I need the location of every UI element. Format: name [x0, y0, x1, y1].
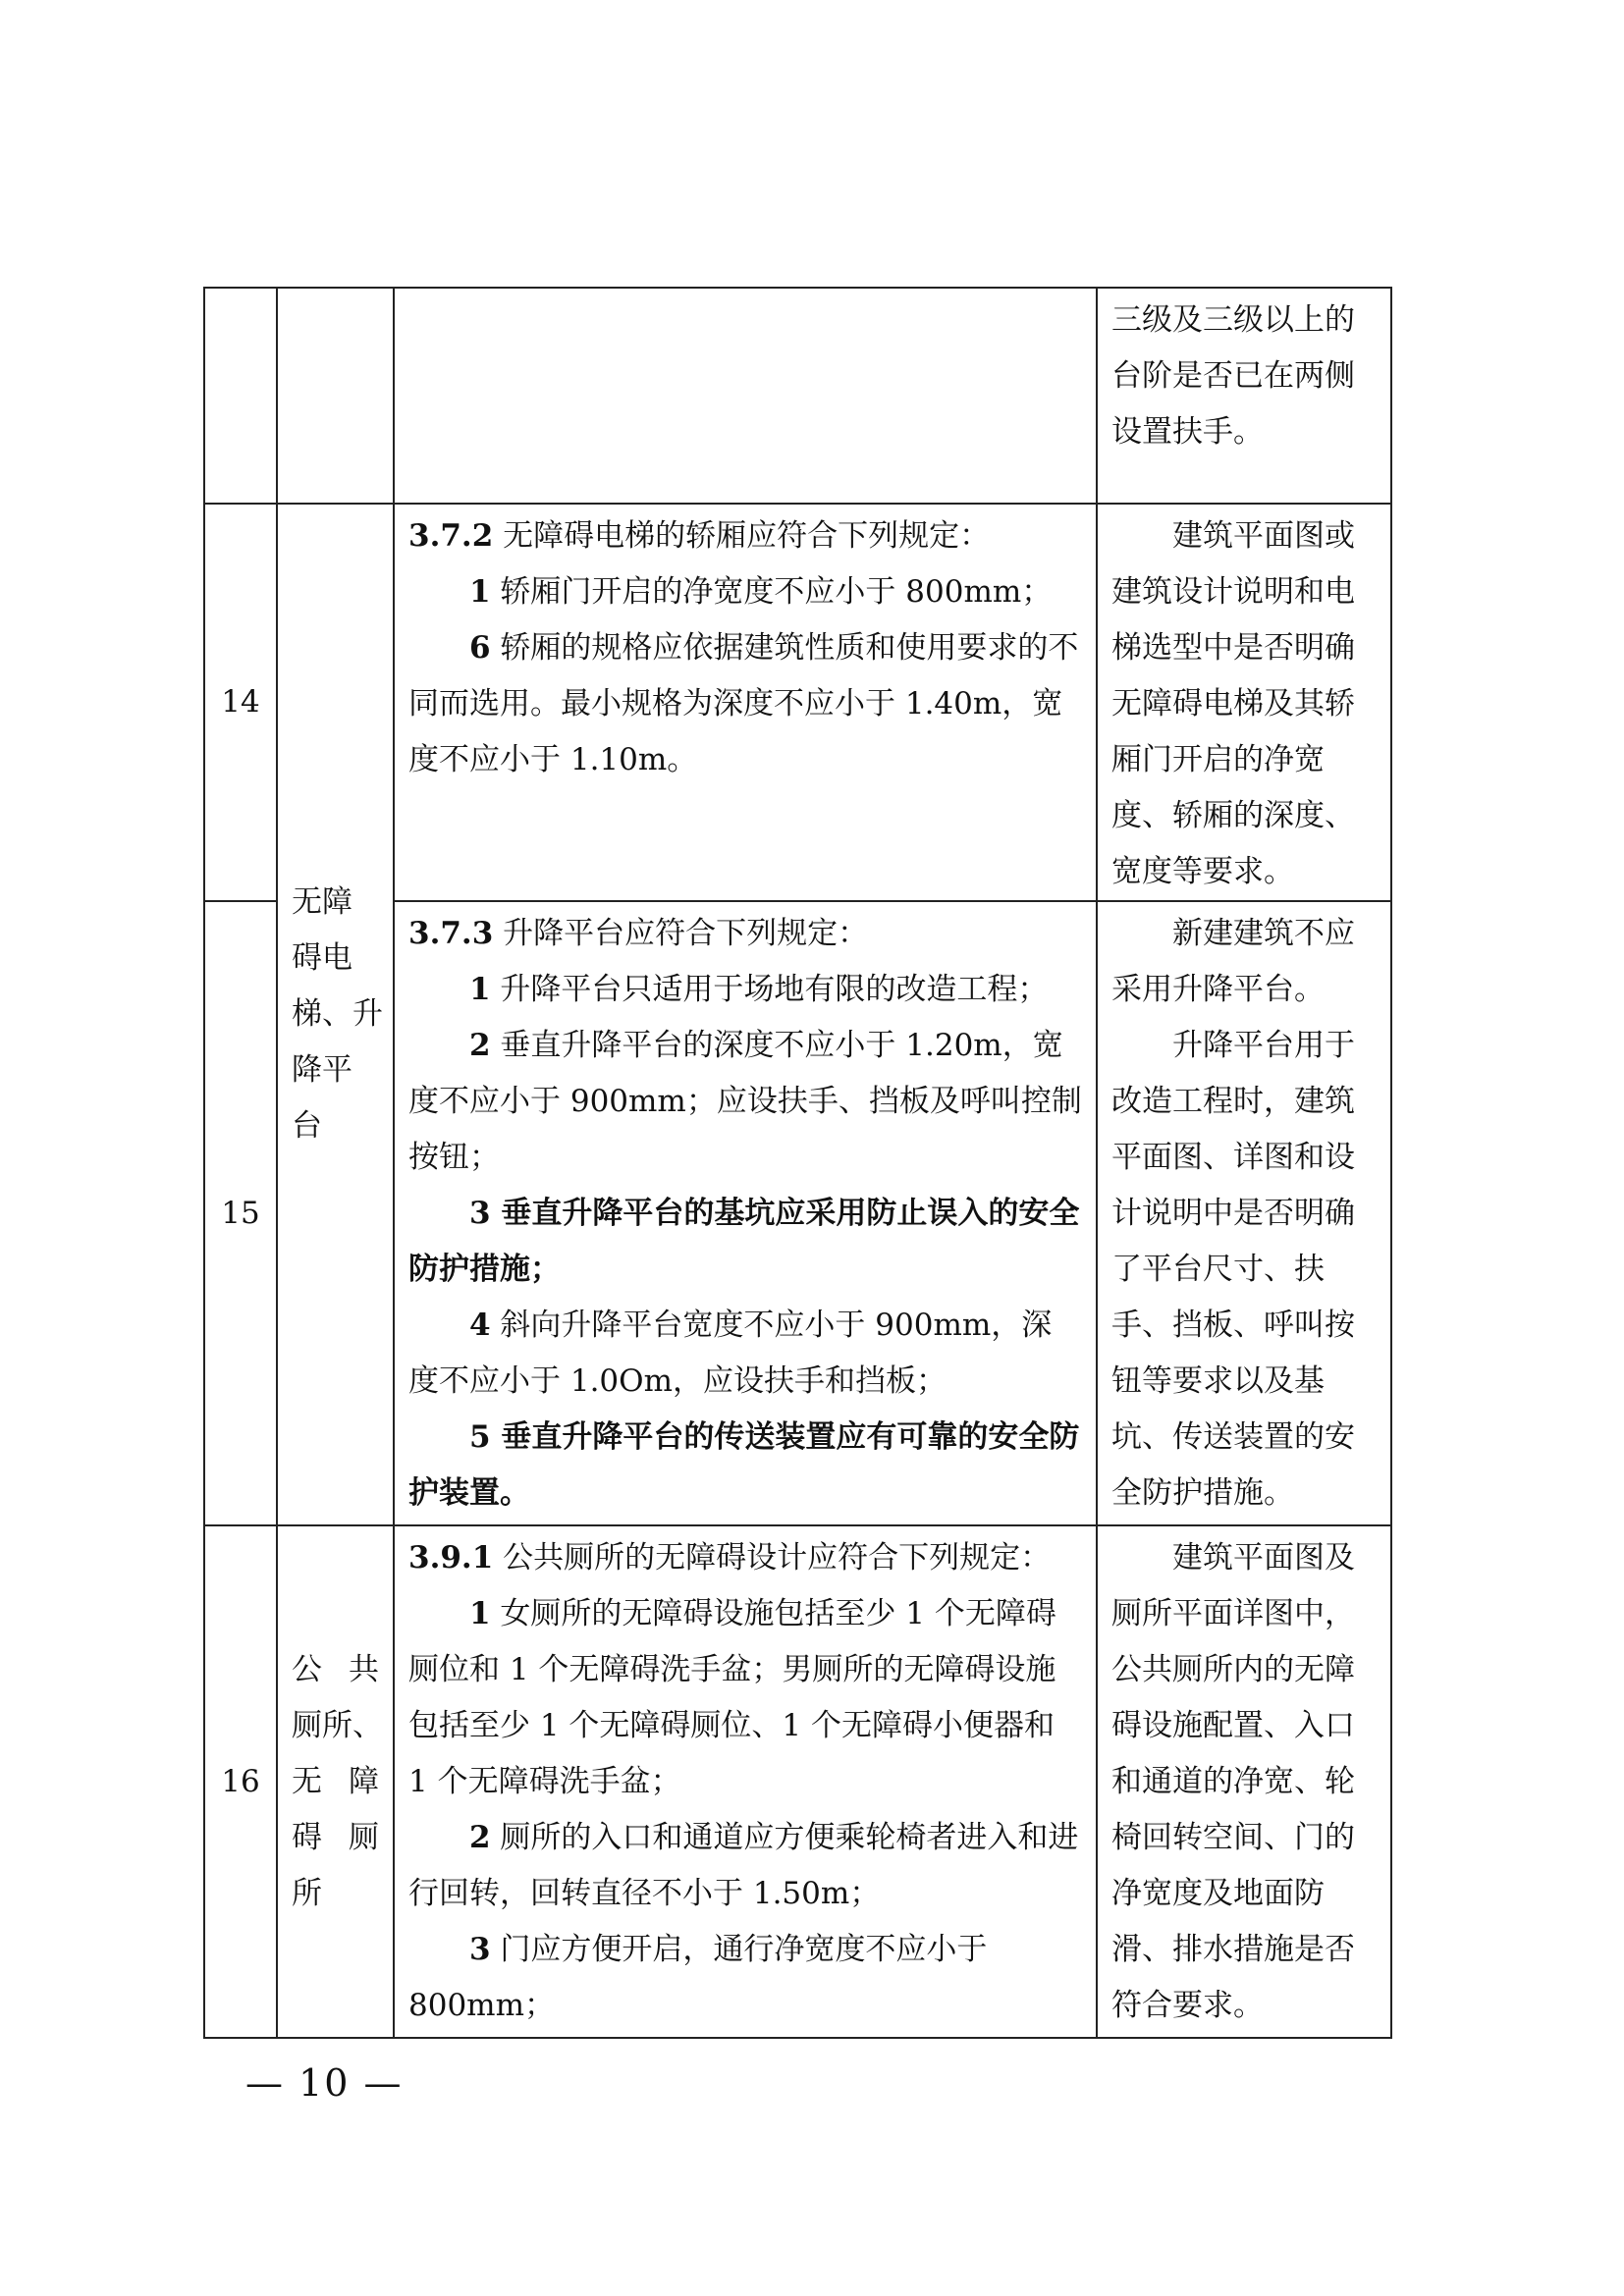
check-text: 建筑平面图及厕所平面详图中，公共厕所内的无障碍设施配置、入口和通道的净宽、轮椅回转空间、门的净宽度及地面防滑、排水措施是否符合要求。: [1111, 1540, 1355, 2023]
item-number: 1: [469, 574, 491, 610]
category-line: 厕所、: [292, 1707, 383, 1743]
standard-cell: [394, 901, 1097, 1525]
standard-cell: [394, 1525, 1097, 2038]
standard-cell: [394, 504, 1097, 901]
category-line: 降平: [292, 1052, 352, 1088]
category-line: 无 障: [292, 1763, 379, 1799]
clause-text: 升降平台应符合下列规定：: [493, 916, 869, 951]
item-text: 轿厢的规格应依据建筑性质和使用要求的不同而选用。最小规格为深度不应小于 1.40m，宽度不应小于 1.10m。: [408, 630, 1079, 777]
row-number: 15: [204, 901, 277, 1525]
category-line: 梯、升: [292, 996, 383, 1032]
item-text: 斜向升降平台宽度不应小于 900mm，深度不应小于 1.0Om，应设扶手和挡板；: [408, 1308, 1053, 1399]
item-text: 轿厢门开启的净宽度不应小于 800mm；: [490, 574, 1053, 610]
category-toilet: [277, 1525, 394, 2038]
item-number: 1: [469, 1596, 491, 1631]
clause-item: [408, 564, 1082, 620]
item-text: 垂直升降平台的深度不应小于 1.20m，宽度不应小于 900mm；应设扶手、挡板及呼叫控制按钮；: [408, 1028, 1082, 1175]
check-cell: [1097, 901, 1391, 1525]
clause-number: 3.7.3: [408, 916, 494, 951]
clause-item: [408, 1018, 1082, 1186]
clause-item: [408, 1922, 1082, 2034]
item-text: 垂直升降平台的传送装置应有可靠的安全防护装置。: [408, 1419, 1080, 1511]
item-number: 6: [469, 630, 491, 666]
item-number: 1: [469, 972, 491, 1007]
check-cell: [1097, 288, 1391, 504]
clause-item: [408, 620, 1082, 788]
clause-item: [408, 1298, 1082, 1410]
row-number: 14: [204, 504, 277, 901]
clause-heading: [408, 1530, 1082, 1586]
check-cell: [1097, 504, 1391, 901]
item-number: 5: [469, 1419, 491, 1455]
category-elevator: [277, 504, 394, 1525]
clause-number: 3.9.1: [408, 1540, 494, 1575]
table-row: [204, 288, 1391, 504]
clause-heading: [408, 508, 1082, 564]
item-number: 2: [469, 1028, 491, 1063]
clause-text: 无障碍电梯的轿厢应符合下列规定：: [493, 518, 991, 554]
clause-item: [408, 1586, 1082, 1810]
check-text: 新建建筑不应采用升降平台。: [1111, 916, 1355, 1007]
item-number: 4: [469, 1308, 491, 1343]
clause-item-mandatory: [408, 1186, 1082, 1298]
clause-item: [408, 962, 1082, 1018]
item-number: 2: [469, 1820, 491, 1855]
clause-heading: [408, 906, 1082, 962]
table-row: [204, 504, 1391, 901]
category-cell: [277, 288, 394, 504]
row-number: 16: [204, 1525, 277, 2038]
check-cell: [1097, 1525, 1391, 2038]
item-number: 3: [469, 1196, 491, 1231]
page-number: — 10 —: [245, 2061, 404, 2105]
table-row: [204, 1525, 1391, 2038]
item-text: 升降平台只适用于场地有限的改造工程；: [490, 972, 1049, 1007]
standard-cell: [394, 288, 1097, 504]
item-text: 门应方便开启，通行净宽度不应小于 800mm；: [408, 1932, 988, 2023]
clause-number: 3.7.2: [408, 518, 494, 554]
item-number: 3: [469, 1932, 491, 1967]
clause-item-mandatory: [408, 1410, 1082, 1522]
clause-text: 公共厕所的无障碍设计应符合下列规定：: [493, 1540, 1052, 1575]
review-table: [203, 287, 1392, 2039]
item-text: 女厕所的无障碍设施包括至少 1 个无障碍厕位和 1 个无障碍洗手盆；男厕所的无障碍设施包括至少 1 个无障碍厕位、1 个无障碍小便器和 1 个无障碍洗手盆；: [408, 1596, 1056, 1799]
category-line: 碍 厕: [292, 1819, 379, 1855]
check-text: 建筑平面图或建筑设计说明和电梯选型中是否明确无障碍电梯及其轿厢门开启的净宽度、轿厢的深度、宽度等要求。: [1111, 518, 1355, 889]
item-text: 垂直升降平台的基坑应采用防止误入的安全防护措施；: [408, 1196, 1080, 1287]
category-line: 公 共: [292, 1651, 379, 1687]
category-line: 台: [292, 1108, 322, 1144]
category-line: 无障: [292, 884, 352, 920]
item-text: 厕所的入口和通道应方便乘轮椅者进入和进行回转，回转直径不小于 1.50m；: [408, 1820, 1079, 1911]
check-text: 三级及三级以上的台阶是否已在两侧设置扶手。: [1111, 302, 1355, 450]
category-line: 所: [292, 1875, 322, 1911]
row-number: [204, 288, 277, 504]
category-line: 碍电: [292, 940, 352, 976]
clause-item: [408, 1810, 1082, 1922]
check-text: 升降平台用于改造工程时，建筑平面图、详图和设计说明中是否明确了平台尺寸、扶手、挡板、呼叫按钮等要求以及基坑、传送装置的安全防护措施。: [1111, 1028, 1355, 1511]
